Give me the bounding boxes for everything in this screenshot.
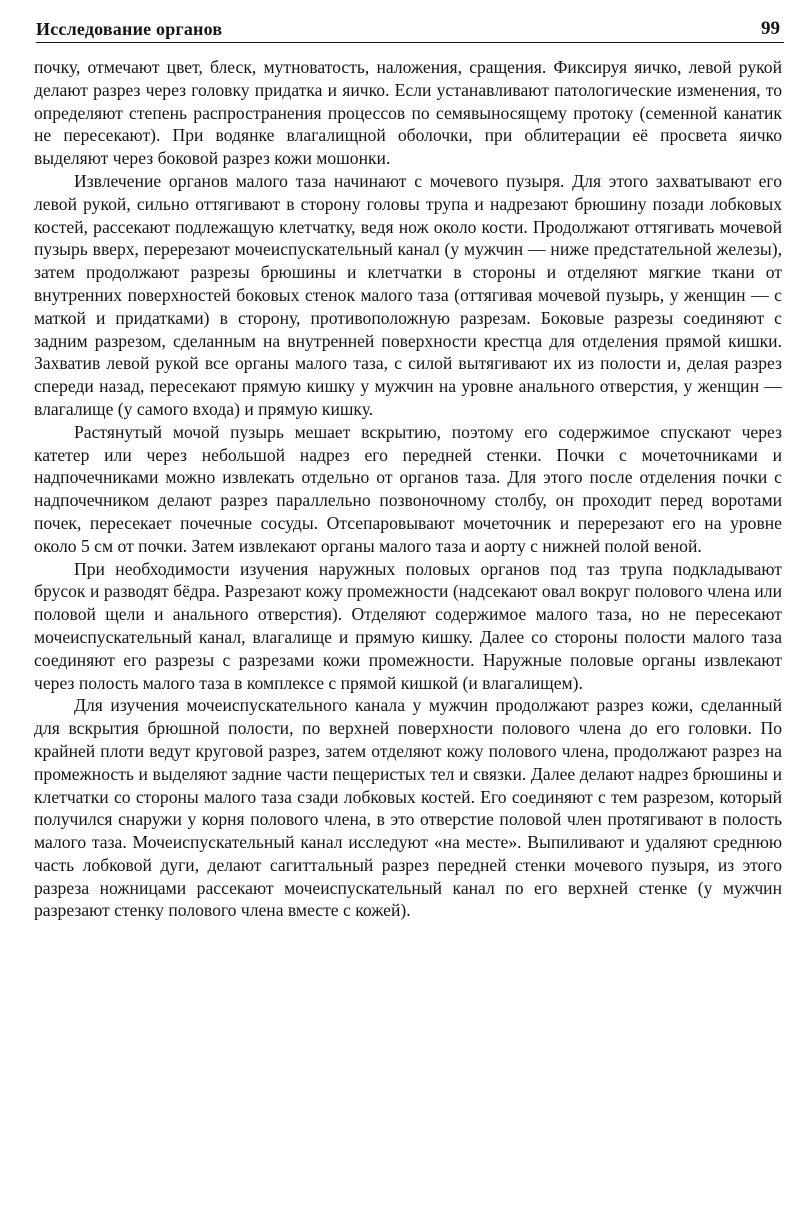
paragraph-testis-examination: почку, отмечают цвет, блеск, мутноватость, наложения, сращения. Фиксируя яичко, левой рукой делают разрез через головку придатка и яичко. Если устанавливают патологические изменения, то определяют степень распространения процессов по семявыносящему протоку (семенной канатик не пересекают). При водянке влагалищной оболочки, при облитерации её просвета яичко выделяют через боковой разрез кожи мошонки.	[34, 57, 782, 169]
paragraph-external-genitalia: При необходимости изучения наружных половых органов под таз трупа подкладывают брусок и разводят бёдра. Разрезают кожу промежности (надсекают овал вокруг полового члена или половой щели и анального отверстия). Отделяют содержимое малого таза, но не пересекают мочеиспускательный канал, влагалище и прямую кишку. Далее со стороны полости малого таза соединяют его разрезы с разрезами кожи промежности. Наружные половые органы извлекают через полость малого таза в комплексе с прямой кишкой (и влагалищем).	[34, 558, 782, 693]
running-title: Исследование органов	[36, 19, 223, 39]
page-number: 99	[761, 18, 780, 39]
paragraph-bladder-and-kidneys: Растянутый мочой пузырь мешает вскрытию, поэтому его содержимое спускают через катетер или через небольшой надрез его передней стенки. Почки с мочеточниками и надпочечниками можно извлекать отдельно от органов таза. Для этого после отделения почки с надпочечником делают разрез параллельно позвоночному столбу, он проходит перед воротами почек, пересекает почечные сосуды. Отсепаровывают мочеточник и перерезают его на уровне около 5 см от почки. Затем извлекают органы малого таза и аорту с нижней полой веной.	[34, 421, 782, 556]
paragraph-pelvic-organ-removal: Извлечение органов малого таза начинают с мочевого пузыря. Для этого захватывают его левой рукой, сильно оттягивают в сторону головы трупа и надрезают брюшину позади лобковых костей, рассекают подлежащую клетчатку, ведя нож около кости. Продолжают оттягивать мочевой пузырь вверх, перерезают мочеиспускательный канал (у мужчин — ниже предстательной железы), затем продолжают разрезы брюшины и клетчатки в стороны и отделяют мягкие ткани от внутренних поверхностей боковых стенок малого таза (оттягивая мочевой пузырь, у женщин — с маткой и придатками) в сторону, противоположную разрезам. Боковые разрезы соединяют с задним разрезом, сделанным на внутренней поверхности крестца для отделения прямой кишки. Захватив левой рукой все органы малого таза, с силой вытягивают их из полости и, делая разрез спереди назад, пересекают прямую кишку у мужчин на уровне анального отверстия, у женщин — влагалище (у самого входа) и прямую кишку.	[34, 170, 782, 419]
running-head	[36, 14, 784, 43]
body-text	[34, 56, 782, 922]
paragraph-urethra-examination: Для изучения мочеиспускательного канала у мужчин продолжают разрез кожи, сделанный для вскрытия брюшной полости, по верхней поверхности полового члена до его головки. По крайней плоти ведут круговой разрез, затем отделяют кожу полового члена, продолжают разрез на промежность и выделяют задние части пещеристых тел и связки. Далее делают надрез брюшины и клетчатки со стороны малого таза сзади лобковых костей. Его соединяют с тем разрезом, который получился снаружи у корня полового члена, в это отверстие половой член протягивают в полость малого таза. Мочеиспускательный канал исследуют «на месте». Выпиливают и удаляют среднюю часть лобковой дуги, делают сагиттальный разрез передней стенки мочевого пузыря, из этого разреза ножницами рассекают мочеиспускательный канал по его верхней стенке (у мужчин разрезают стенку полового члена вместе с кожей).	[34, 695, 782, 921]
